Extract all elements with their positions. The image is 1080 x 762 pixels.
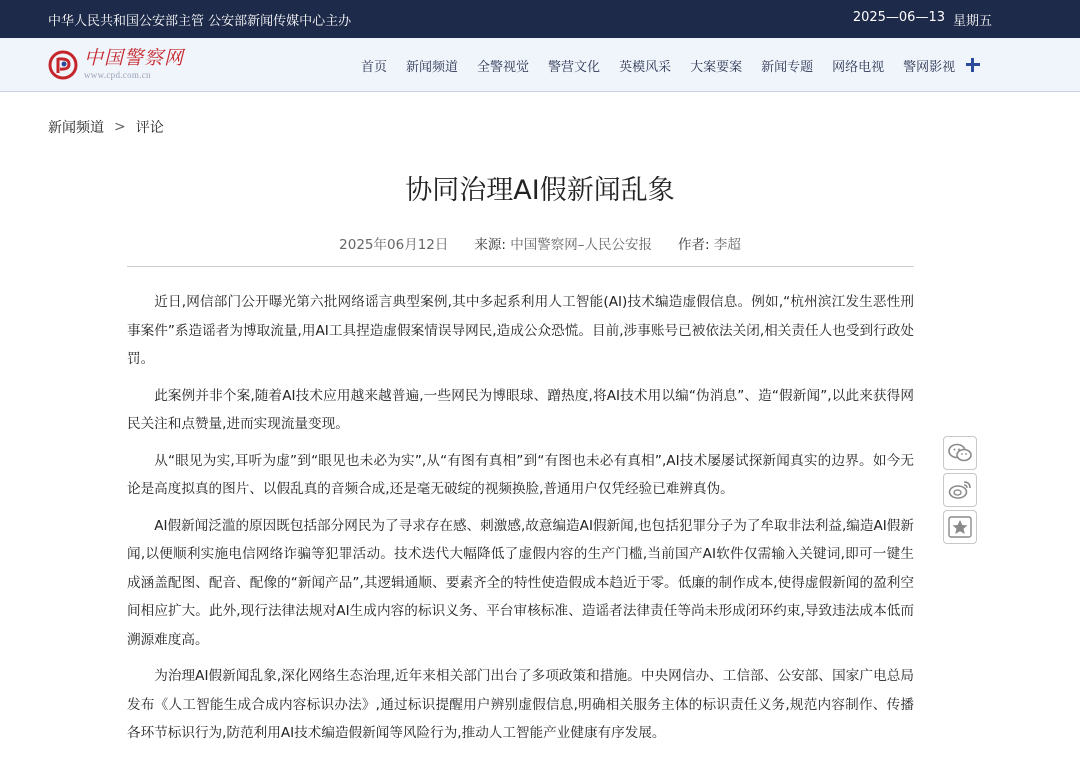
nav-item-films[interactable]: 警网影视 [903,59,956,75]
share-toolbar [943,436,977,544]
logo-text: 中国警察网 [84,47,185,69]
article-paragraph: 为治理AI假新闻乱象,深化网络生态治理,近年来相关部门出台了多项政策和措施。中央网信办、工信部、公安部、国家广电总局发布《人工智能生成合成内容标识办法》,通过标识提醒用户辨别虚假信息,明确相关服务主体的标识责任义务,规范内容制作、传播各环节标识行为,防范利用AI技术编造假新闻等风险行为,推动人工智能产业健康有序发展。 [127,668,914,741]
top-bar [0,0,1080,38]
author-label: 作者: [677,237,710,253]
share-wechat-button[interactable] [943,436,977,470]
host-text: 中华人民共和国公安部主管 公安部新闻传媒中心主办 [48,13,352,29]
date-text: 2025—06—13 [852,9,945,25]
plus-icon[interactable] [961,52,985,76]
breadcrumb-section[interactable]: 评论 [135,120,164,136]
current-date [853,10,992,29]
publish-date: 2025年06月12日 [339,237,449,253]
logo-emblem-icon [48,50,78,80]
article-author [678,233,741,253]
nav-item-home[interactable]: 首页 [361,59,388,75]
nav-item-news[interactable]: 新闻频道 [406,59,459,75]
breadcrumb [48,117,164,137]
source-value: 中国警察网–人民公安报 [510,237,652,253]
share-weibo-button[interactable] [943,473,977,507]
weekday-text: 星期五 [952,13,992,29]
nav-item-heroes[interactable]: 英模风采 [619,59,672,75]
nav-item-vision[interactable]: 全警视觉 [477,59,530,75]
title-divider [127,266,914,267]
breadcrumb-separator: > [114,119,126,135]
article-paragraph: 此案例并非个案,随着AI技术应用越来越普遍,一些网民为博眼球、蹭热度,将AI技术用以编“伪消息”、造“假新闻”,以此来获得网民关注和点赞量,进而实现流量变现。 [127,387,914,432]
site-header [0,38,1080,92]
article-paragraph: 从“眼见为实,耳听为虚”到“眼见也未必为实”,从“有图有真相”到“有图也未必有真相”,AI技术屡屡试探新闻真实的边界。如今无论是高度拟真的图片、以假乱真的音频合成,还是毫无破绽的视频换脸,普通用户仅凭经验已难辨真伪。 [127,452,914,497]
site-logo[interactable] [48,49,184,80]
article-source [474,233,652,253]
main-nav [361,38,974,92]
article-paragraph: 近日,网信部门公开曝光第六批网络谣言典型案例,其中多起系利用人工智能(AI)技术编造虚假信息。例如,“杭州滨江发生恶性刑事案件”系造谣者为博取流量,用AI工具捏造虚假案情误导网民,造成公众恐慌。目前,涉事账号已被依法关闭,相关责任人也受到行政处罚。 [127,294,914,367]
logo-url: www.cpd.com.cn [84,70,151,80]
article-body [127,288,914,756]
favorite-star-icon [948,516,972,538]
nav-item-major-cases[interactable]: 大案要案 [690,59,743,75]
nav-item-special-topics[interactable]: 新闻专题 [761,59,814,75]
wechat-icon [948,443,972,463]
article-title: 协同治理AI假新闻乱象 [405,175,675,206]
article-meta [0,233,1080,253]
breadcrumb-channel[interactable]: 新闻频道 [48,120,104,136]
article-paragraph: AI假新闻泛滥的原因既包括部分网民为了寻求存在感、刺激感,故意编造AI假新闻,也包括犯罪分子为了牟取非法利益,编造AI假新闻,以便顺利实施电信网络诈骗等犯罪活动。技术迭代大幅降低了虚假内容的生产门槛,当前国产AI软件仅需输入关键词,即可一键生成涵盖配图、配音、配像的“新闻产品”,其逻辑通顺、要素齐全的特性使造假成本趋近于零。低廉的制作成本,使得虚假新闻的盈利空间相应扩大。此外,现行法律法规对AI生成内容的标识义务、平台审核标准、造谣者法律责任等尚未形成闭环约束,导致违法成本低而溯源难度高。 [127,517,914,648]
nav-item-culture[interactable]: 警营文化 [548,59,601,75]
weibo-icon [948,480,972,500]
source-label: 来源: [474,237,506,253]
author-value: 李超 [713,237,741,253]
favorite-button[interactable] [943,510,977,544]
nav-item-network-tv[interactable]: 网络电视 [832,59,885,75]
